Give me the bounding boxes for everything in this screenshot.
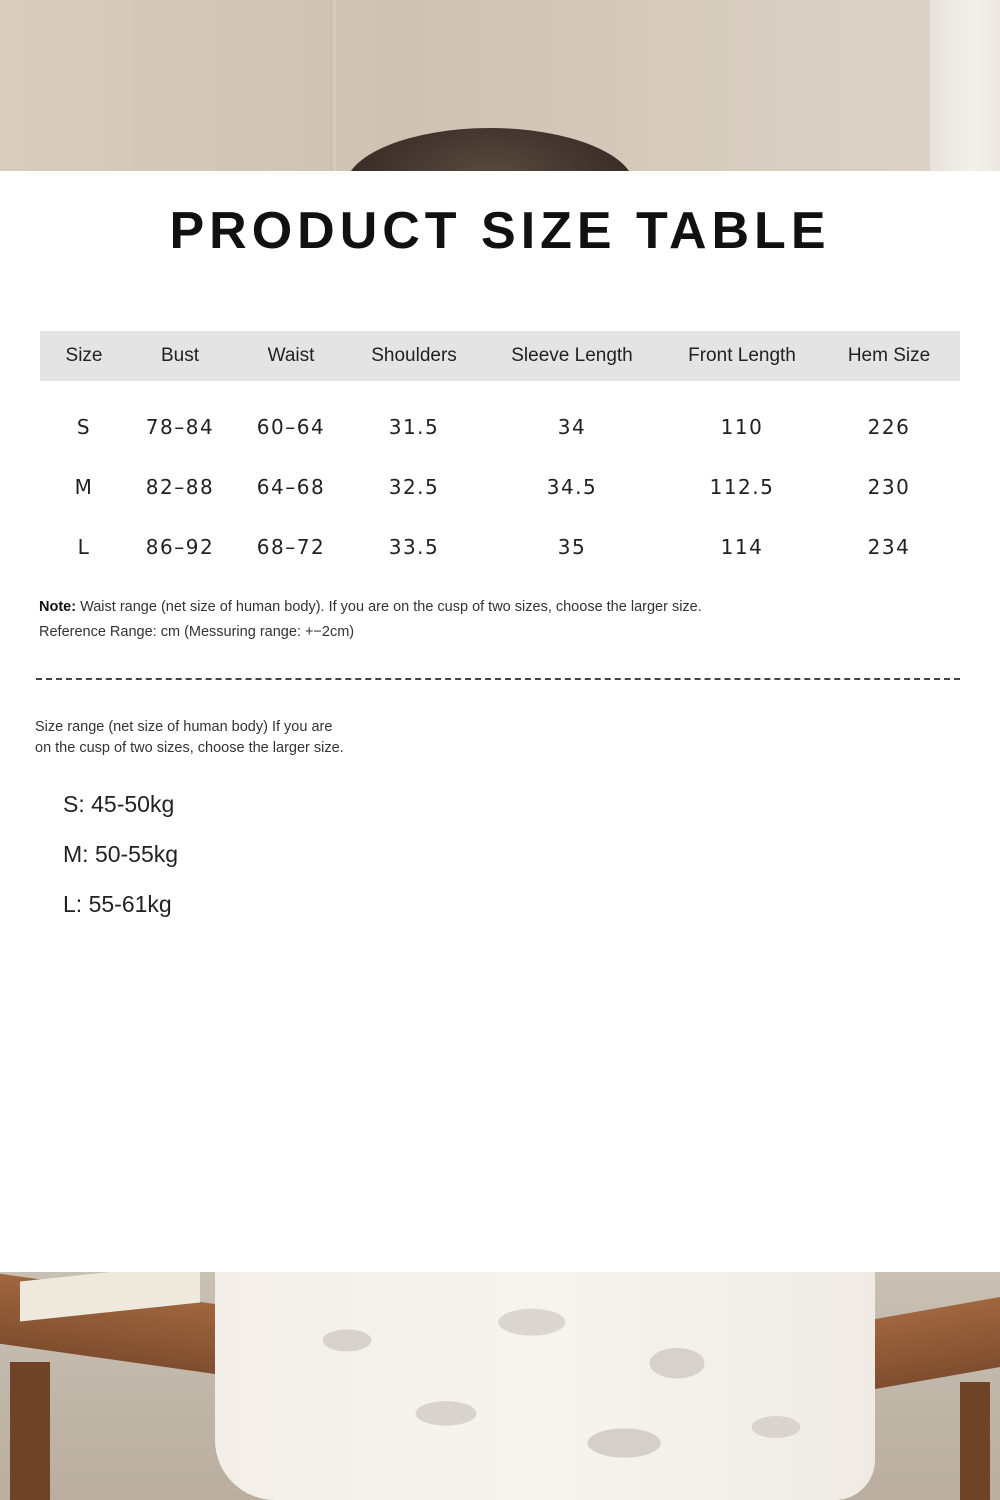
weight-item-s: S: 45-50kg [63,791,175,817]
table-row [40,457,960,517]
cell-waist: 64–68 [256,475,326,499]
table-header-row [40,331,960,381]
reference-range: Reference Range: cm (Messuring range: +−2cm) [39,624,355,640]
cell-shoulders: 32.5 [388,475,440,499]
curtain [930,0,1000,171]
header-shoulders: Shoulders [350,331,478,381]
size-range-note [35,717,375,759]
cell-hem-size: 230 [867,475,911,499]
cell-shoulders: 31.5 [388,415,440,439]
cell-hem-size: 234 [867,535,911,559]
top-product-photo [0,0,1000,171]
cell-bust: 82–88 [145,475,215,499]
header-sleeve-length: Sleeve Length [478,331,666,381]
dashed-divider [36,678,960,680]
page-title: PRODUCT SIZE TABLE [169,202,831,260]
table-row [40,517,960,577]
table-row [40,397,960,457]
dress-fabric [215,1272,875,1500]
cell-size: L [77,535,91,559]
table-leg-right [960,1382,990,1500]
cell-bust: 78–84 [145,415,215,439]
note-label: Note: [39,599,77,615]
cell-bust: 86–92 [145,535,215,559]
cell-front-length: 110 [720,415,764,439]
weight-guide [63,787,178,937]
cell-waist: 68–72 [256,535,326,559]
cell-sleeve-length: 34.5 [546,475,598,499]
weight-item-l: L: 55-61kg [63,891,172,917]
cell-size: M [74,475,94,499]
weight-item-m: M: 50-55kg [63,841,179,867]
cell-front-length: 112.5 [709,475,775,499]
range-line-1: Size range (net size of human body) If you are [35,719,333,735]
header-bust: Bust [128,331,232,381]
wall-corner [330,0,336,171]
header-hem-size: Hem Size [818,331,960,381]
header-front-length: Front Length [666,331,818,381]
note-text: Waist range (net size of human body). If you are on the cusp of two sizes, choose the larger size. [76,599,702,615]
bottom-product-photo [0,1272,1000,1500]
cell-front-length: 114 [720,535,764,559]
cell-waist: 60–64 [256,415,326,439]
cell-sleeve-length: 34 [557,415,587,439]
table-leg-left [10,1362,50,1500]
size-chart-card [0,171,1000,1272]
cell-sleeve-length: 35 [557,535,587,559]
size-table [40,331,960,577]
cell-size: S [76,415,92,439]
cell-shoulders: 33.5 [388,535,440,559]
header-waist: Waist [232,331,350,381]
header-size: Size [40,331,128,381]
model-head [345,128,635,171]
cell-hem-size: 226 [867,415,911,439]
size-note [39,595,702,645]
range-line-2: on the cusp of two sizes, choose the larger size. [35,740,344,756]
